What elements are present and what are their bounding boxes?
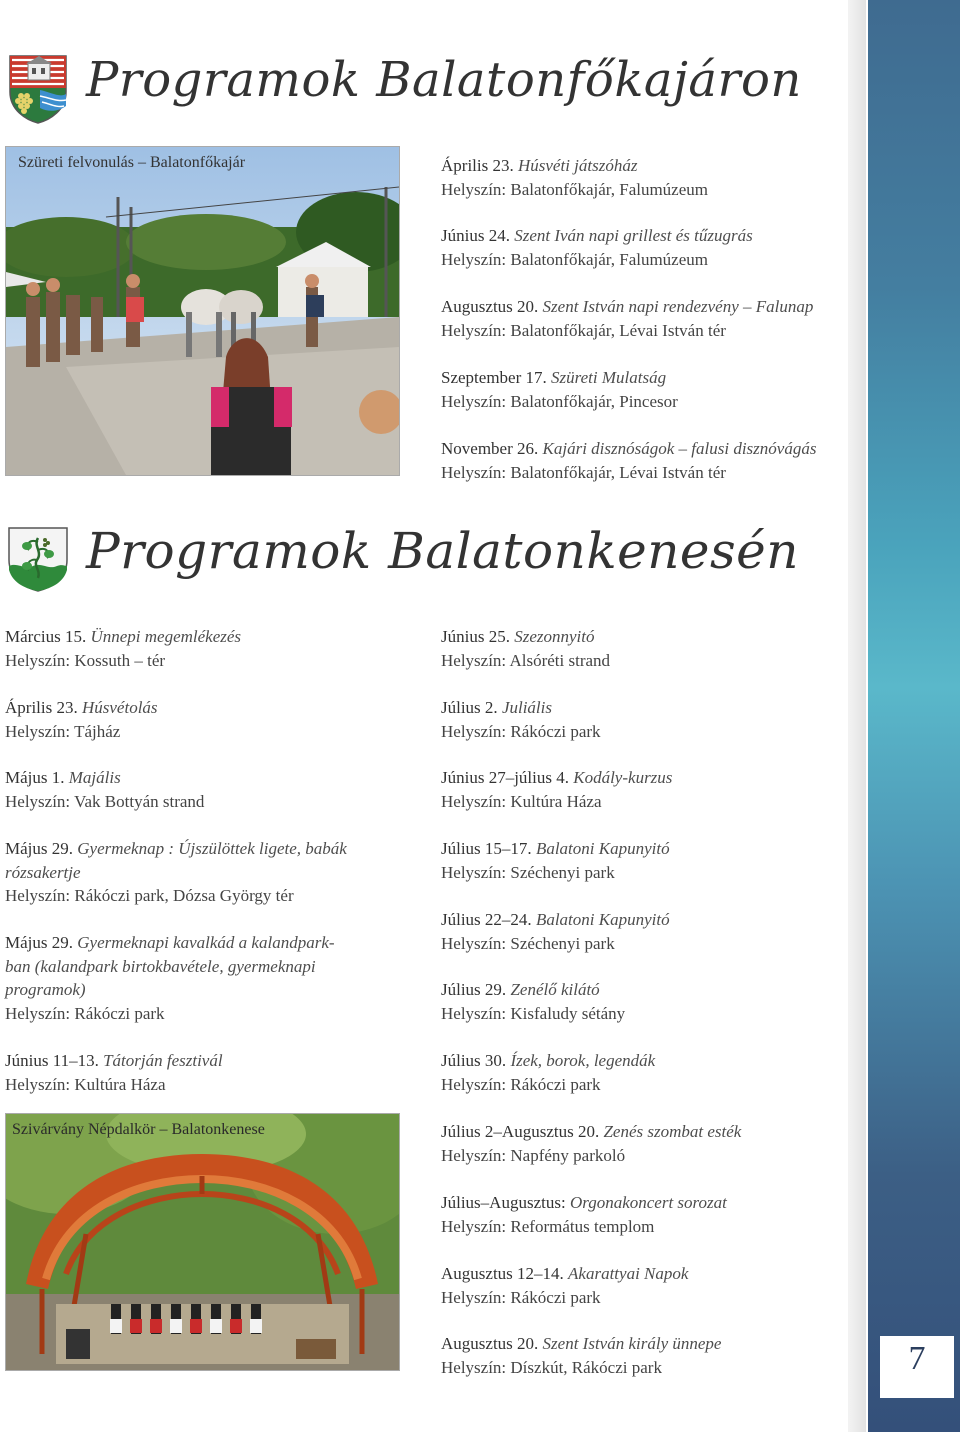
section2-event: [5, 837, 347, 908]
event-name: Szezonnyitó: [514, 627, 595, 646]
event-date: Augusztus 20.: [441, 297, 539, 316]
event-name: Zenélő kilátó: [510, 980, 600, 999]
event-date: Május 1.: [5, 768, 65, 787]
event-place: Helyszín: Kultúra Háza: [441, 791, 602, 811]
event-name: Szüreti Mulatság: [551, 368, 667, 387]
folk-choir-photo: [5, 1113, 400, 1371]
event-place: Helyszín: Balatonfőkajár, Lévai István tér: [441, 320, 726, 340]
event-place: Helyszín: Balatonfőkajár, Lévai István tér: [441, 462, 726, 482]
section2-title: Programok Balatonkenesén: [86, 522, 799, 580]
section1-title: Programok Balatonfőkajáron: [86, 52, 802, 108]
section1-event: [441, 437, 816, 484]
section2-event: [441, 1049, 655, 1096]
event-place: Helyszín: Rákóczi park, Dózsa György tér: [5, 886, 294, 905]
event-date: Május 29.: [5, 839, 73, 858]
event-place: Helyszín: Vak Bottyán strand: [5, 791, 205, 811]
event-place: Helyszín: Napfény parkoló: [441, 1145, 626, 1165]
event-name: Majális: [68, 768, 121, 787]
section2-event: [5, 625, 241, 672]
event-name: Akarattyai Napok: [568, 1264, 689, 1283]
section2-event: [441, 978, 625, 1025]
section2-event: [441, 1191, 727, 1238]
event-place: Helyszín: Díszkút, Rákóczi park: [441, 1357, 662, 1377]
event-date: Augusztus 12–14.: [441, 1264, 564, 1283]
section2-event: [5, 766, 204, 813]
folk-choir-caption: Szivárvány Népdalkör – Balatonkenese: [12, 1121, 265, 1138]
event-name: Kodály-kurzus: [573, 768, 673, 787]
event-name: Szent István napi rendezvény – Falunap: [542, 297, 814, 316]
section2-event: [441, 625, 610, 672]
event-name: Gyermeknapi kavalkád a kalandpark-: [77, 933, 335, 952]
event-name: Juliális: [501, 698, 552, 717]
section1-event: [441, 295, 813, 342]
event-name: Balatoni Kapunyitó: [535, 839, 670, 858]
event-place: Helyszín: Tájház: [5, 721, 121, 741]
event-name: Ízek, borok, legendák: [510, 1051, 656, 1070]
event-date: Május 29.: [5, 933, 73, 952]
section1-event: [441, 224, 753, 271]
event-date: Július 15–17.: [441, 839, 532, 858]
event-name: Ünnepi megemlékezés: [90, 627, 242, 646]
event-name-continued: programok): [5, 980, 86, 999]
event-place: Helyszín: Rákóczi park: [441, 1287, 601, 1307]
event-place: Helyszín: Kossuth – tér: [5, 650, 166, 670]
event-name: Kajári disznóságok – falusi disznóvágás: [542, 439, 817, 458]
event-date: Június 25.: [441, 627, 510, 646]
event-place: Helyszín: Balatonfőkajár, Falumúzeum: [441, 249, 708, 269]
harvest-parade-caption: Szüreti felvonulás – Balatonfőkajár: [18, 154, 246, 171]
event-date: Június 11–13.: [5, 1051, 99, 1070]
balatonfokajar-crest-icon: [8, 54, 68, 124]
section2-event: [441, 837, 670, 884]
event-place: Helyszín: Széchenyi park: [441, 862, 615, 882]
section2-event: [5, 931, 335, 1025]
section2-event: [441, 766, 672, 813]
harvest-parade-photo: [5, 146, 400, 476]
event-name: Tátorján fesztivál: [103, 1051, 223, 1070]
event-date: Július–Augusztus:: [441, 1193, 566, 1212]
section2-event: [441, 1332, 721, 1379]
event-name: Húsvétolás: [81, 698, 158, 717]
event-name: Szent Iván napi grillest és tűzugrás: [514, 226, 753, 245]
event-date: Július 2.: [441, 698, 498, 717]
event-place: Helyszín: Rákóczi park: [441, 721, 601, 741]
event-place: Helyszín: Kisfaludy sétány: [441, 1003, 626, 1023]
event-place: Helyszín: Református templom: [441, 1216, 655, 1236]
event-date: Június 27–július 4.: [441, 768, 569, 787]
event-date: Július 2–Augusztus 20.: [441, 1122, 600, 1141]
section2-event: [5, 1049, 223, 1096]
event-place: Helyszín: Alsóréti strand: [441, 650, 611, 670]
page-number: 7: [908, 1340, 926, 1377]
event-name: Orgonakoncert sorozat: [569, 1193, 727, 1212]
event-date: Június 24.: [441, 226, 510, 245]
event-place: Helyszín: Rákóczi park: [5, 1003, 165, 1023]
event-place: Helyszín: Balatonfőkajár, Pincesor: [441, 391, 678, 411]
event-place: Helyszín: Balatonfőkajár, Falumúzeum: [441, 179, 708, 199]
section2-event: [5, 696, 158, 743]
section2-event: [441, 696, 601, 743]
event-name-continued: ban (kalandpark birtokbavétele, gyermeknapi: [5, 956, 316, 976]
section2-event: [441, 1262, 688, 1309]
event-date: Július 29.: [441, 980, 507, 999]
balatonkenese-crest-icon: [7, 526, 69, 592]
side-color-band: [868, 0, 960, 1432]
event-date: Július 30.: [441, 1051, 507, 1070]
event-name-continued: rózsakertje: [5, 862, 81, 882]
event-place: Helyszín: Rákóczi park: [441, 1074, 601, 1094]
event-date: Augusztus 20.: [441, 1334, 539, 1353]
section1-event: [441, 366, 678, 413]
event-date: Április 23.: [5, 698, 78, 717]
event-date: Szeptember 17.: [441, 368, 547, 387]
event-date: Április 23.: [441, 156, 514, 175]
section2-event: [441, 1120, 741, 1167]
event-date: November 26.: [441, 439, 539, 458]
event-date: Július 22–24.: [441, 910, 532, 929]
event-place: Helyszín: Széchenyi park: [441, 933, 615, 953]
event-date: Március 15.: [5, 627, 87, 646]
section1-event: [441, 154, 708, 201]
page-edge-shadow: [848, 0, 866, 1432]
event-name: Gyermeknap : Újszülöttek ligete, babák: [77, 839, 347, 858]
event-name: Balatoni Kapunyitó: [535, 910, 670, 929]
section2-event: [441, 908, 670, 955]
event-place: Helyszín: Kultúra Háza: [5, 1074, 166, 1094]
event-name: Húsvéti játszóház: [517, 156, 638, 175]
event-name: Szent István király ünnepe: [542, 1334, 722, 1353]
event-name: Zenés szombat esték: [603, 1122, 742, 1141]
